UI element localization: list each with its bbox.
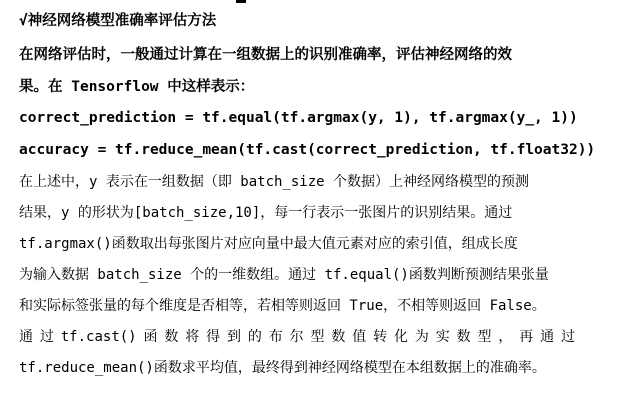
justified-text-segment: 将 <box>185 329 200 345</box>
justified-text-segment: 数 <box>164 329 179 345</box>
justified-text-segment: 化 <box>393 329 408 345</box>
explanation-line-3: tf.argmax()函数取出每张图片对应向量中最大值元素对应的索引值，组成长度 <box>19 236 518 252</box>
intro-line-1: 在网络评估时，一般通过计算在一组数据上的识别准确率，评估神经网络的效 <box>19 47 512 63</box>
justified-text-segment: 转 <box>373 329 388 345</box>
justified-text-segment: 布 <box>268 329 283 345</box>
justified-text-segment: 实 <box>435 329 450 345</box>
justified-text-segment: 得 <box>206 329 221 345</box>
code-line-accuracy: accuracy = tf.reduce_mean(tf.cast(correct_prediction, tf.float32)) <box>19 142 596 158</box>
justified-text-segment: tf.cast() <box>60 329 137 345</box>
justified-text-segment: 数 <box>456 329 471 345</box>
top-edge-mark <box>236 0 246 3</box>
explanation-line-5: 和实际标签张量的每个维度是否相等，若相等则返回 True，不相等则返回 False。 <box>19 298 546 314</box>
justified-text-segment: 通 <box>540 329 555 345</box>
explanation-line-4: 为输入数据 batch_size 个的一维数组。通过 tf.equal()函数判断预测结果张量 <box>19 267 549 283</box>
justified-text-segment: 型 <box>477 329 492 345</box>
justified-text-segment: 过 <box>39 329 54 345</box>
intro-line-2: 果。在 Tensorflow 中这样表示： <box>19 79 255 95</box>
justified-text-segment: 型 <box>310 329 325 345</box>
explanation-line-6 <box>19 327 575 347</box>
justified-text-segment: 的 <box>247 329 262 345</box>
section-heading: √神经网络模型准确率评估方法 <box>19 13 217 29</box>
explanation-line-2: 结果，y 的形状为[batch_size,10]，每一行表示一张图片的识别结果。通过 <box>19 205 513 221</box>
justified-text-segment: 数 <box>331 329 346 345</box>
justified-text-segment: 过 <box>560 329 575 345</box>
justified-text-segment: 值 <box>352 329 367 345</box>
justified-text-segment: 到 <box>226 329 241 345</box>
code-line-correct-prediction: correct_prediction = tf.equal(tf.argmax(y, 1), tf.argmax(y_, 1)) <box>19 110 578 126</box>
justified-text-segment: 为 <box>414 329 429 345</box>
justified-text-segment: 函 <box>143 329 158 345</box>
explanation-line-1: 在上述中，y 表示在一组数据（即 batch_size 个数据）上神经网络模型的预测 <box>19 174 530 190</box>
explanation-line-7: tf.reduce_mean()函数求平均值，最终得到神经网络模型在本组数据上的准确率。 <box>19 360 546 376</box>
justified-text-segment: 尔 <box>289 329 304 345</box>
justified-text-segment: 再 <box>519 329 534 345</box>
justified-text-segment: 通 <box>19 329 33 345</box>
justified-text-segment: ， <box>498 329 513 345</box>
